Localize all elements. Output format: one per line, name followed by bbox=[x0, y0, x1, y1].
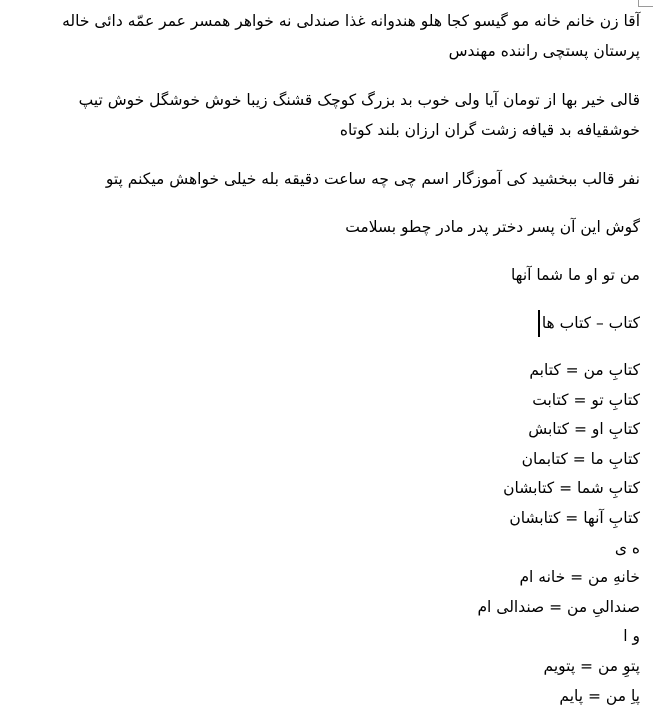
paragraph-vocabulary-2: قالی خیر بها از تومان آیا ولی خوب بد بزرگ کوچک قشنگ زیبا خوش خوشگل خوش تیپ خوشقیافه بد قیافه زشت گران ارزان بلند کوتاه bbox=[78, 91, 640, 139]
heading-line bbox=[20, 308, 640, 338]
paragraph-vocabulary-4: گوش این آن پسر دختر پدر مادر چطو بسلامت bbox=[345, 218, 640, 236]
list-item: کتابِ او = کتابش bbox=[528, 420, 640, 439]
list-item: ه ی bbox=[614, 538, 640, 557]
list-item: کتابِ آنها = کتابشان bbox=[509, 508, 640, 527]
possessive-list bbox=[20, 356, 640, 711]
list-item: کتابِ شما = کتابشان bbox=[503, 479, 640, 498]
paragraph-vocabulary-1: آقا زن خانم خانه مو گیسو کجا هلو هندوانه غذا صندلی نه خواهر همسر عمر عمّه دائی خاله پرستان پستچی راننده مهندس bbox=[62, 12, 640, 60]
list-item: خانهِ من = خانه ام bbox=[519, 568, 640, 587]
list-item: و ا bbox=[623, 627, 640, 646]
paragraph-pronouns: من تو او ما شما آنها bbox=[510, 266, 640, 284]
list-item: پاِ من = پایم bbox=[559, 686, 640, 705]
list-item: پتوِ من = پتویم bbox=[543, 656, 640, 675]
list-item: کتابِ تو = کتابت bbox=[532, 390, 640, 409]
list-item: صندالیِ من = صندالی ام bbox=[477, 597, 640, 616]
paragraph-vocabulary-3: نفر قالب ببخشید کی آموزگار اسم چی چه ساعت دقیقه بله خیلی خواهش میکنم پتو bbox=[105, 170, 640, 188]
heading-text: کتاب – کتاب ها bbox=[541, 314, 640, 332]
list-item: کتابِ ما = کتابمان bbox=[521, 449, 640, 468]
text-caret bbox=[538, 310, 540, 337]
list-item: کتابِ من = کتابم bbox=[529, 361, 640, 379]
page-corner-mark bbox=[638, 0, 653, 7]
document-body[interactable] bbox=[20, 6, 640, 711]
